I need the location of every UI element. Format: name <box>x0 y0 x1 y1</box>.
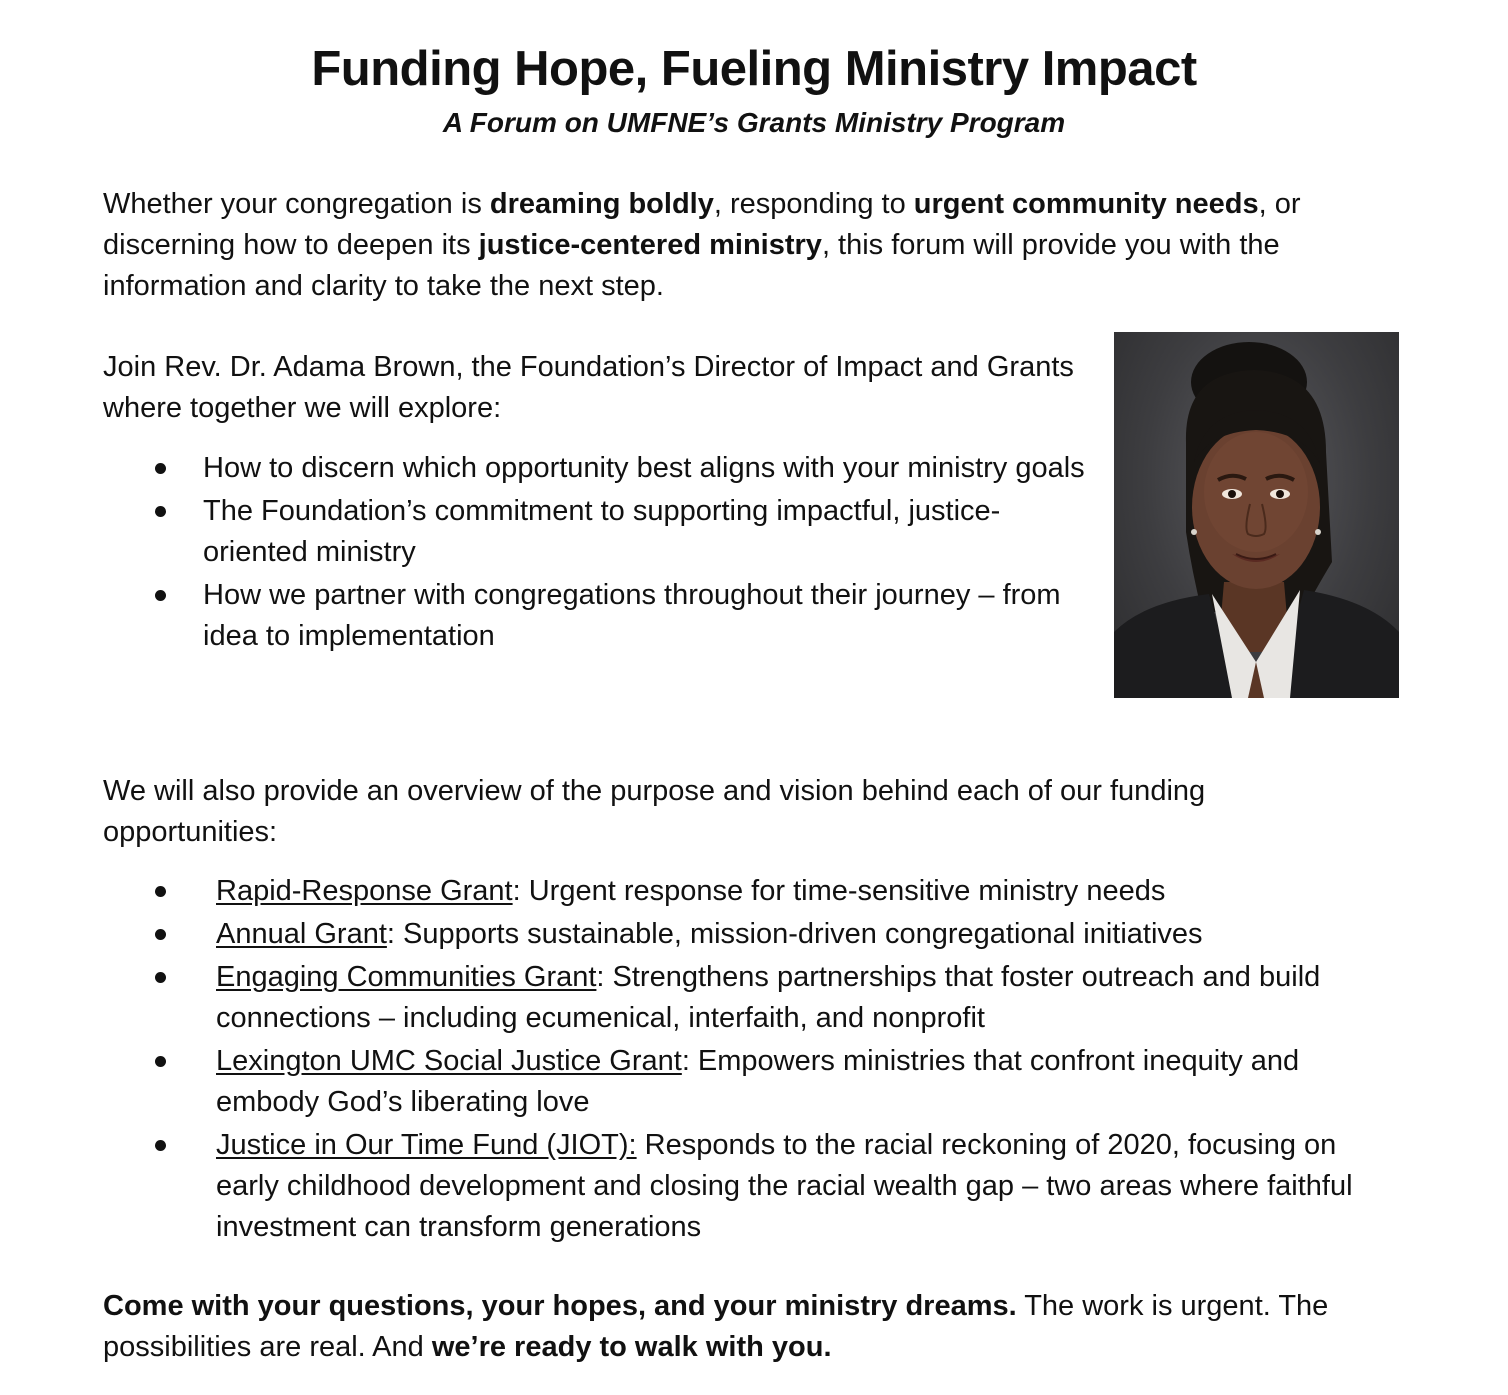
page-title: Funding Hope, Fueling Ministry Impact <box>311 42 1197 96</box>
closing-paragraph <box>103 1286 1403 1368</box>
list-item <box>155 1041 1405 1123</box>
grant-name: Lexington UMC Social Justice Grant <box>216 1045 682 1077</box>
join-paragraph: Join Rev. Dr. Adama Brown, the Foundation’s Director of Impact and Grants where together we will explore: <box>103 351 1074 424</box>
intro-text-2: , responding to <box>713 188 914 220</box>
grant-list <box>155 871 1405 1250</box>
intro-text-4: , this forum will provide you with the information and clarity to take the next step. <box>103 229 1280 302</box>
intro-bold-2: urgent community needs <box>913 188 1259 220</box>
bullet-icon <box>155 590 166 601</box>
list-item <box>155 871 1405 912</box>
grant-description: : Supports sustainable, mission-driven congregational initiatives <box>386 918 1203 950</box>
list-item <box>155 957 1405 1039</box>
grant-name: Rapid-Response Grant <box>216 875 513 907</box>
list-item <box>155 491 1085 573</box>
list-item <box>155 575 1085 657</box>
grant-description: : Strengthens partnerships that foster outreach and build connections – including ecumenical, interfaith, and nonprofit <box>216 961 1321 1034</box>
page-subtitle: A Forum on UMFNE’s Grants Ministry Program <box>442 107 1066 138</box>
intro-bold-1: dreaming boldly <box>489 188 714 220</box>
portrait-photo <box>1114 332 1399 698</box>
bullet-icon <box>155 463 166 474</box>
closing-text: The work is urgent. The possibilities are real. And <box>103 1290 1329 1363</box>
bullet-icon <box>155 1056 166 1067</box>
list-item <box>155 448 1085 489</box>
bullet-icon <box>155 886 166 897</box>
bullet-icon <box>155 506 166 517</box>
list-item <box>155 1125 1405 1248</box>
grant-description: : Urgent response for time-sensitive ministry needs <box>512 875 1166 907</box>
bullet-icon <box>155 1140 166 1151</box>
closing-bold-2: we’re ready to walk with you. <box>431 1331 832 1363</box>
intro-paragraph <box>103 184 1413 307</box>
explore-list <box>155 448 1085 659</box>
list-item-text: The Foundation’s commitment to supporting impactful, justice-oriented ministry <box>203 495 1001 568</box>
grant-description: : Empowers ministries that confront inequity and embody God’s liberating love <box>216 1045 1300 1118</box>
grant-description: Responds to the racial reckoning of 2020, focusing on early childhood development and closing the racial wealth gap – two areas where faithful investment can transform generations <box>216 1129 1353 1243</box>
portrait-illustration <box>1114 332 1399 698</box>
grant-name: Annual Grant <box>216 918 387 950</box>
bullet-icon <box>155 929 166 940</box>
intro-text-3: , or discerning how to deepen its <box>103 188 1301 261</box>
list-item-text: How to discern which opportunity best aligns with your ministry goals <box>203 452 1085 484</box>
overview-paragraph: We will also provide an overview of the purpose and vision behind each of our funding opportunities: <box>103 775 1206 848</box>
grant-name: Engaging Communities Grant <box>216 961 597 993</box>
closing-bold-1: Come with your questions, your hopes, and your ministry dreams. <box>103 1290 1017 1322</box>
intro-bold-3: justice-centered ministry <box>478 229 822 261</box>
bullet-icon <box>155 972 166 983</box>
grant-name: Justice in Our Time Fund (JIOT): <box>216 1129 637 1161</box>
list-item <box>155 914 1405 955</box>
intro-text-1: Whether your congregation is <box>103 188 490 220</box>
list-item-text: How we partner with congregations throughout their journey – from idea to implementation <box>203 579 1061 652</box>
